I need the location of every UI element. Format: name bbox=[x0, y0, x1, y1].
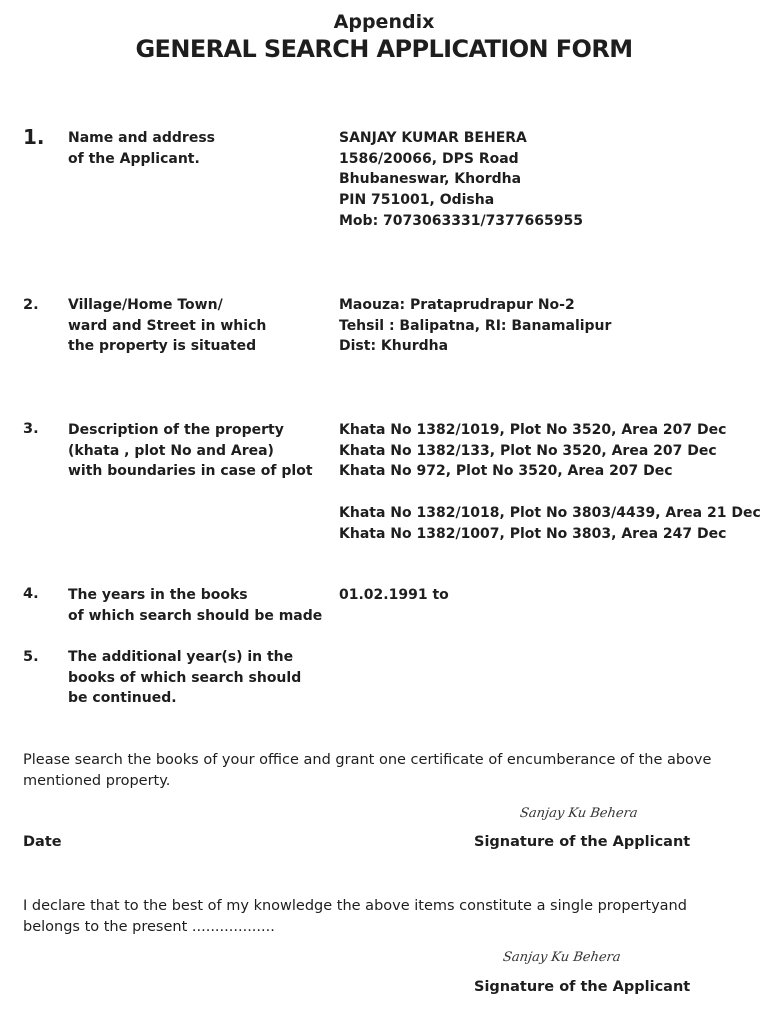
item-4-label bbox=[68, 585, 322, 626]
item-2-number: 2. bbox=[23, 297, 39, 313]
label-line: The additional year(s) in the bbox=[68, 649, 294, 665]
value-line: SANJAY KUMAR BEHERA bbox=[339, 130, 527, 146]
value-line: 01.02.1991 to bbox=[339, 587, 449, 603]
label-line: Description of the property bbox=[68, 422, 284, 438]
item-5-number: 5. bbox=[23, 649, 39, 665]
value-line: Maouza: Prataprudrapur No-2 bbox=[339, 297, 575, 313]
value-line: Dist: Khurdha bbox=[339, 338, 449, 355]
value-line: Khata No 1382/1019, Plot No 3520, Area 207 Dec bbox=[339, 422, 727, 438]
label-line: of the Applicant. bbox=[68, 150, 200, 167]
label-line: the property is situated bbox=[68, 338, 257, 355]
item-4-value bbox=[339, 585, 449, 606]
value-line: Khata No 1382/1018, Plot No 3803/4439, Area 21 Dec bbox=[339, 504, 761, 521]
label-line: Village/Home Town/ bbox=[68, 297, 223, 313]
applicant-signature: Sanjay Ku Behera bbox=[518, 806, 639, 821]
applicant-signature: Sanjay Ku Behera bbox=[501, 950, 622, 965]
value-line: Khata No 1382/1007, Plot No 3803, Area 247 Dec bbox=[339, 525, 727, 542]
item-1-label bbox=[68, 128, 215, 169]
label-line: Name and address bbox=[68, 130, 215, 146]
label-line: with boundaries in case of plot bbox=[68, 463, 313, 480]
item-2-label bbox=[68, 295, 266, 357]
item-1-value bbox=[339, 128, 583, 232]
label-line: of which search should be made bbox=[68, 607, 323, 624]
item-3-value bbox=[339, 420, 761, 544]
signature-label: Signature of the Applicant bbox=[474, 979, 691, 995]
signature-label: Signature of the Applicant bbox=[474, 834, 691, 850]
value-line bbox=[339, 482, 761, 503]
item-1-number: 1. bbox=[23, 125, 45, 149]
label-line: be continued. bbox=[68, 690, 177, 707]
value-line: PIN 751001, Odisha bbox=[339, 192, 495, 209]
item-3-label bbox=[68, 420, 313, 482]
form-title: GENERAL SEARCH APPLICATION FORM bbox=[135, 35, 633, 63]
label-line: books of which search should bbox=[68, 669, 302, 686]
label-line: (khata , plot No and Area) bbox=[68, 442, 274, 459]
label-line: The years in the books bbox=[68, 587, 248, 603]
request-paragraph: Please search the books of your office and grant one certificate of encumberance of the above mentioned property. bbox=[23, 752, 712, 789]
item-3-number: 3. bbox=[23, 421, 39, 437]
value-line: Khata No 1382/133, Plot No 3520, Area 207 Dec bbox=[339, 442, 717, 459]
declaration-paragraph: I declare that to the best of my knowledge the above items constitute a single propertyand belongs to the present .................. bbox=[23, 898, 687, 935]
item-4-number: 4. bbox=[23, 586, 39, 602]
item-5-label bbox=[68, 647, 301, 709]
value-line: Bhubaneswar, Khordha bbox=[339, 171, 522, 188]
date-label: Date bbox=[23, 834, 62, 850]
value-line: Tehsil : Balipatna, RI: Banamalipur bbox=[339, 317, 612, 334]
value-line: 1586/20066, DPS Road bbox=[339, 150, 519, 167]
label-line: ward and Street in which bbox=[68, 317, 267, 334]
appendix-heading: Appendix bbox=[333, 11, 435, 33]
value-line: Mob: 7073063331/7377665955 bbox=[339, 212, 583, 229]
item-2-value bbox=[339, 295, 611, 357]
value-line: Khata No 972, Plot No 3520, Area 207 Dec bbox=[339, 463, 673, 480]
